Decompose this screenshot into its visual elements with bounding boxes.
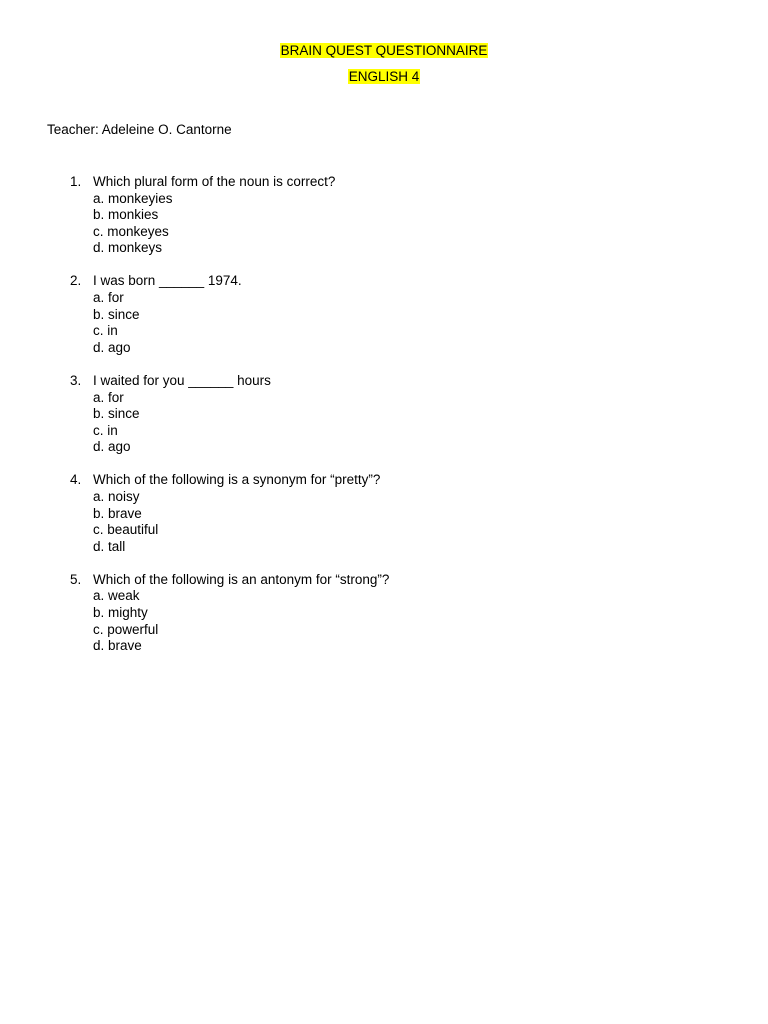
question-number: 1.	[70, 174, 82, 189]
question-body	[93, 373, 700, 456]
choice-c: c. beautiful	[93, 522, 159, 538]
choice-c: c. monkeyes	[93, 223, 169, 239]
document-title: BRAIN QUEST QUESTIONNAIRE	[280, 43, 488, 58]
document-subtitle-line	[0, 69, 768, 85]
choice-a: a. noisy	[93, 489, 140, 504]
question-number: 3.	[70, 372, 82, 388]
question-item-3	[0, 373, 700, 456]
question-number: 4.	[70, 472, 82, 488]
question-body	[93, 174, 700, 257]
choice-b: b. since	[93, 306, 140, 322]
choice-b: b. monkies	[93, 207, 159, 223]
question-body	[93, 572, 700, 655]
question-item-5	[0, 572, 700, 655]
choice-a: a. monkeyies	[93, 190, 173, 206]
question-item-2	[0, 273, 700, 356]
question-number: 2.	[70, 273, 82, 289]
choice-a: a. weak	[93, 588, 140, 604]
teacher-name: Teacher: Adeleine O. Cantorne	[47, 122, 232, 137]
question-text: Which of the following is a synonym for “pretty”?	[93, 472, 381, 488]
question-list	[0, 174, 700, 671]
choice-d: d. brave	[93, 638, 142, 654]
choice-d: d. monkeys	[93, 240, 163, 256]
choice-b: b. brave	[93, 505, 142, 521]
question-body	[93, 472, 700, 555]
choice-d: d. ago	[93, 439, 131, 455]
question-text: I was born ______ 1974.	[93, 273, 242, 289]
question-item-1	[0, 174, 700, 257]
document-subtitle: ENGLISH 4	[348, 69, 420, 84]
document-title-line	[0, 43, 768, 59]
choice-a: a. for	[93, 389, 124, 405]
choice-c: c. in	[93, 422, 118, 438]
choice-d: d. tall	[93, 538, 126, 554]
question-text: I waited for you ______ hours	[93, 372, 271, 388]
question-text: Which of the following is an antonym for “strong”?	[93, 571, 390, 587]
choice-c: c. in	[93, 323, 118, 339]
question-number: 5.	[70, 571, 82, 587]
question-body	[93, 273, 700, 356]
choice-c: c. powerful	[93, 621, 159, 637]
choice-d: d. ago	[93, 339, 131, 355]
choice-a: a. for	[93, 290, 124, 306]
choice-b: b. since	[93, 406, 140, 422]
question-text: Which plural form of the noun is correct?	[93, 174, 336, 189]
question-item-4	[0, 472, 700, 555]
choice-b: b. mighty	[93, 605, 148, 621]
